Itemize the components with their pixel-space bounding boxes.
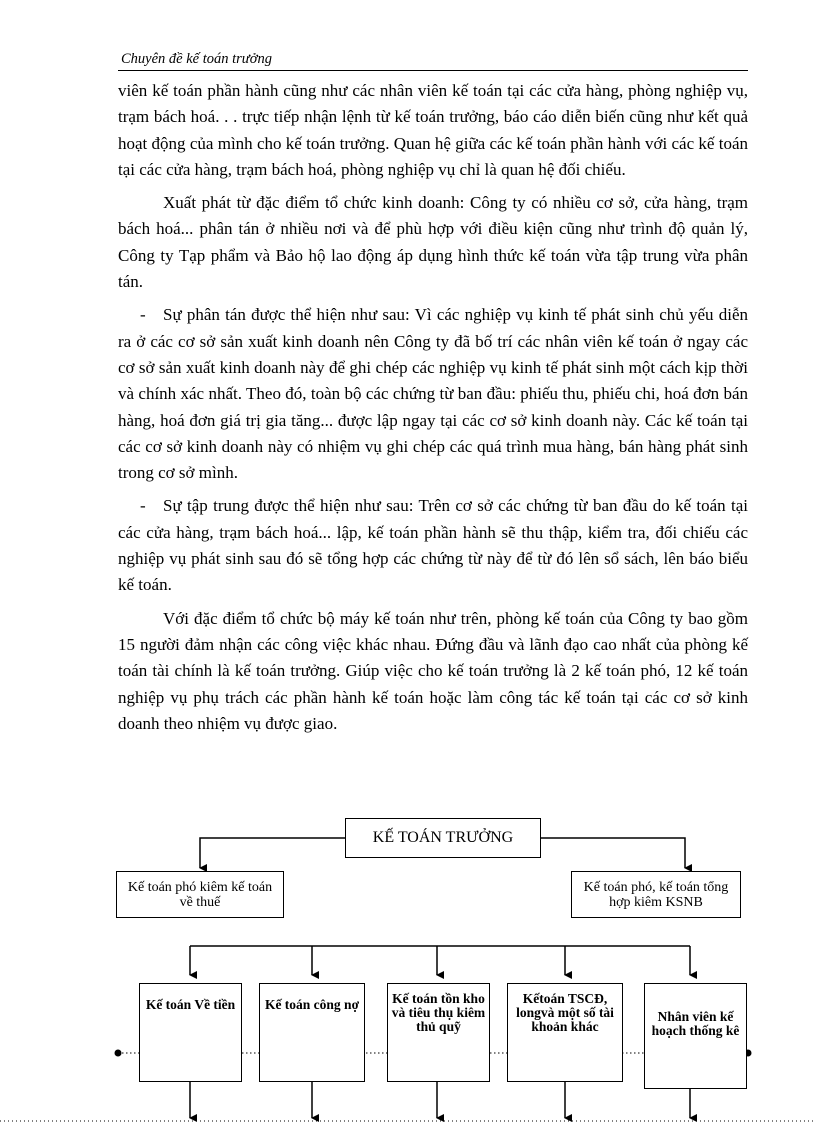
- deputy-general-label: Kế toán phó, kế toán tổng hợp kiêm KSNB: [583, 879, 729, 910]
- deputy-tax-box: [116, 871, 284, 918]
- cash-accounting-label: Kế toán Về tiền: [145, 997, 236, 1012]
- connector-top-right: [541, 838, 685, 868]
- chief-accountant-label: KẾ TOÁN TRƯỞNG: [372, 829, 514, 846]
- planning-staff-label: Nhân viên kế hoạch thống kê: [651, 1009, 740, 1038]
- dash-bullet: -: [140, 496, 146, 516]
- debt-accounting-label: Kế toán công nợ: [264, 997, 360, 1012]
- cash-accounting-box: [139, 983, 242, 1082]
- paragraph-decentralized-text: Sự phân tán được thể hiện như sau: Vì các nghiệp vụ kinh tế phát sinh chủ yếu diễn ra ở các cơ sở sản xuất kinh doanh nên Công ty đã bố trí các nhân viên kế toán ở ngay các cơ sở sản xuất kinh doanh này để ghi chép các nghiệp vụ kinh tế phát sinh một cách kịp thời và chính xác nhất. Theo đó, toàn bộ các chứng từ ban đầu: phiếu thu, phiếu chi, hoá đơn bán hàng, hoá đơn giá trị gia tăng... được lập ngay tại các cơ sở kinh doanh này. Các kế toán tại các cơ sở kinh doanh này có nhiệm vụ ghi chép các quá trình mua hàng, bán hàng phát sinh trong cơ sở mình.: [118, 305, 748, 483]
- debt-accounting-box: [259, 983, 365, 1082]
- dash-bullet: -: [140, 305, 146, 325]
- inventory-accounting-label: Kế toán tồn kho và tiêu thụ kiêm thủ quỹ: [391, 991, 486, 1034]
- chief-accountant-box: [345, 818, 541, 858]
- paragraph-staffing: Với đặc điểm tổ chức bộ máy kế toán như trên, phòng kế toán của Công ty bao gồm 15 người đảm nhận các công việc khác nhau. Đứng đầu và lãnh đạo cao nhất của phòng kế toán tài chính là kế toán trưởng. Giúp việc cho kế toán trưởng là 2 kế toán phó, 12 kế toán nghiệp vụ phụ trách các phần hành kế toán hoặc làm công tác kế toán tại các cơ sở kinh doanh theo nhiệm vụ được giao.: [118, 608, 748, 733]
- fixed-assets-accounting-box: [507, 983, 623, 1082]
- footer-rule-dot-left: [115, 1050, 122, 1057]
- fixed-assets-accounting-label: Kếtoán TSCĐ, longvà một số tài khoản khác: [516, 991, 614, 1034]
- deputy-tax-label: Kế toán phó kiêm kế toán về thuế: [127, 879, 273, 910]
- paragraph-centralized-text: Sự tập trung được thể hiện như sau: Trên cơ sở các chứng từ ban đầu do kế toán tại các cửa hàng, trạm bách hoá... lập, kế toán phần hành sẽ thu thập, kiểm tra, đối chiếu các nghiệp vụ phát sinh sau đó sẽ tổng hợp các chứng từ này để từ đó lên sổ sách, lên báo biểu kế toán.: [118, 496, 748, 595]
- header-title: Chuyên đề kế toán trưởng: [121, 51, 272, 67]
- connector-top-left: [200, 838, 345, 868]
- deputy-general-box: [571, 871, 741, 918]
- paragraph-organization: Xuất phát từ đặc điểm tổ chức kinh doanh: Công ty có nhiều cơ sở, cửa hàng, trạm bách hoá... phân tán ở nhiều nơi và để phù hợp với điều kiện cũng như trình độ quản lý, Công ty Tạp phẩm và Bảo hộ lao động áp dụng hình thức kế toán vừa tập trung vừa phân tán.: [118, 193, 748, 292]
- inventory-accounting-box: [387, 983, 490, 1082]
- paragraph-continuation: viên kế toán phần hành cũng như các nhân viên kế toán tại các cửa hàng, phòng nghiệp vụ, trạm bách hoá. . . trực tiếp nhận lệnh từ kế toán trưởng, báo cáo diễn biến cũng như kết quả hoạt động của mình cho kế toán trưởng. Quan hệ giữa các kế toán phần hành với các kế toán tại các cửa hàng, trạm bách hoá, phòng nghiệp vụ chỉ là quan hệ đối chiếu.: [118, 81, 748, 179]
- planning-staff-box: [644, 983, 747, 1089]
